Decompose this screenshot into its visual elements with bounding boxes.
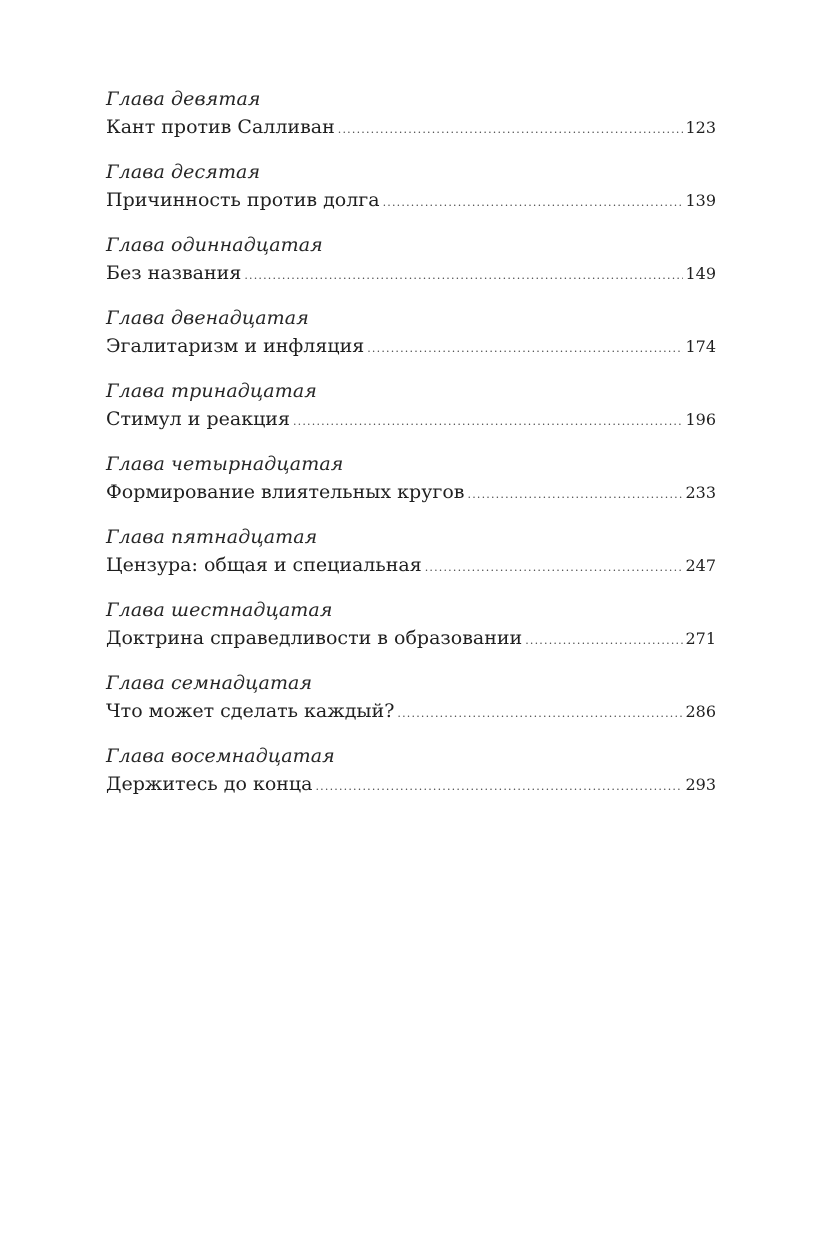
toc-entry (106, 670, 716, 743)
page-number: 196 (685, 410, 716, 429)
toc-entry (106, 743, 716, 816)
dot-leader (293, 407, 683, 437)
page-number: 247 (685, 556, 716, 575)
chapter-label: Глава десятая (106, 161, 261, 183)
chapter-title: Цензура: общая и специальная (106, 554, 422, 576)
page-number: 139 (685, 191, 716, 210)
chapter-title: Кант против Салливан (106, 116, 335, 138)
dot-leader (383, 188, 684, 218)
table-of-contents (106, 86, 716, 816)
toc-entry (106, 232, 716, 305)
chapter-label: Глава шестнадцатая (106, 599, 333, 621)
page-number: 286 (685, 702, 716, 721)
chapter-title: Формирование влиятельных кругов (106, 481, 465, 503)
chapter-title: Эгалитаризм и инфляция (106, 335, 365, 357)
chapter-title: Стимул и реакция (106, 408, 290, 430)
dot-leader (315, 772, 683, 802)
page-number: 271 (685, 629, 716, 648)
page-number: 174 (685, 337, 716, 356)
toc-line[interactable] (106, 477, 716, 507)
dot-leader (244, 261, 683, 291)
page-number: 233 (685, 483, 716, 502)
toc-line[interactable] (106, 331, 716, 361)
toc-line[interactable] (106, 769, 716, 799)
dot-leader (338, 115, 684, 145)
chapter-label: Глава семнадцатая (106, 672, 313, 694)
toc-line[interactable] (106, 550, 716, 580)
chapter-label: Глава четырнадцатая (106, 453, 344, 475)
chapter-label: Глава пятнадцатая (106, 526, 318, 548)
toc-entry (106, 597, 716, 670)
toc-line[interactable] (106, 112, 716, 142)
chapter-title: Причинность против долга (106, 189, 380, 211)
dot-leader (425, 553, 684, 583)
toc-entry (106, 159, 716, 232)
chapter-title: Без названия (106, 262, 242, 284)
page-number: 123 (685, 118, 716, 137)
dot-leader (468, 480, 684, 510)
page-number: 293 (685, 775, 716, 794)
toc-entry (106, 524, 716, 597)
chapter-title: Держитесь до конца (106, 773, 313, 795)
toc-line[interactable] (106, 258, 716, 288)
page-number: 149 (685, 264, 716, 283)
toc-entry (106, 86, 716, 159)
chapter-title: Доктрина справедливости в образовании (106, 627, 523, 649)
dot-leader (397, 699, 683, 729)
dot-leader (367, 334, 683, 364)
toc-entry (106, 451, 716, 524)
toc-entry (106, 305, 716, 378)
chapter-label: Глава тринадцатая (106, 380, 317, 402)
chapter-label: Глава девятая (106, 88, 261, 110)
toc-entry (106, 378, 716, 451)
chapter-label: Глава восемнадцатая (106, 745, 335, 767)
chapter-label: Глава одиннадцатая (106, 234, 323, 256)
toc-line[interactable] (106, 623, 716, 653)
dot-leader (525, 626, 683, 656)
toc-line[interactable] (106, 185, 716, 215)
toc-line[interactable] (106, 696, 716, 726)
chapter-label: Глава двенадцатая (106, 307, 309, 329)
chapter-title: Что может сделать каждый? (106, 700, 395, 722)
toc-line[interactable] (106, 404, 716, 434)
